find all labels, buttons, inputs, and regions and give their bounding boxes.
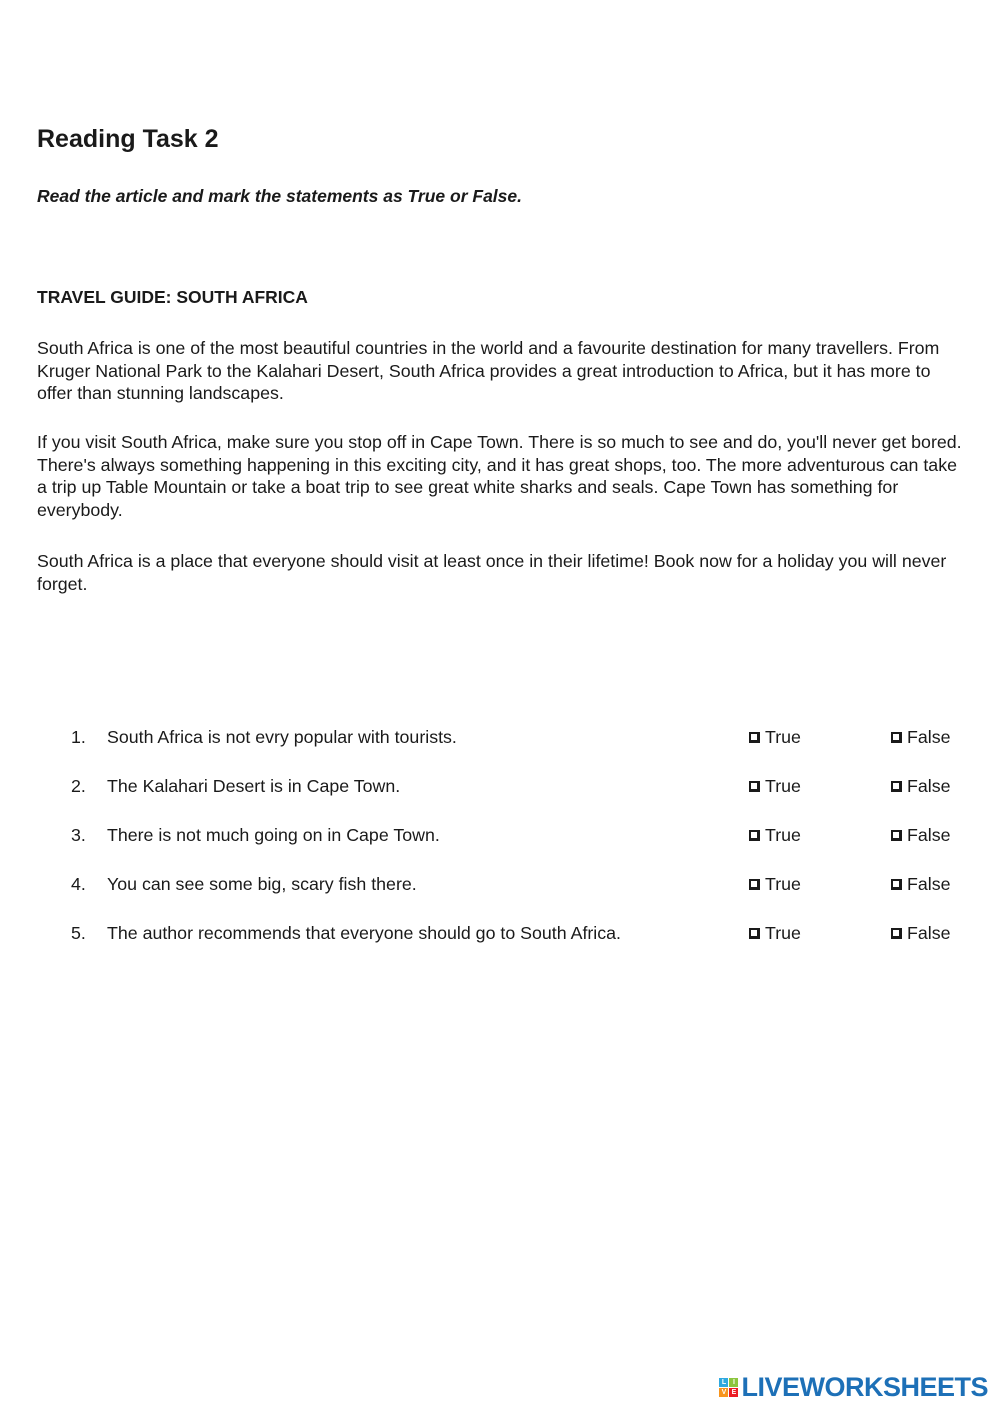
false-label: False (907, 923, 951, 943)
false-option[interactable] (891, 923, 950, 944)
question-row-5 (0, 921, 1000, 970)
checkbox-icon[interactable] (891, 928, 902, 939)
false-label: False (907, 727, 951, 747)
false-label: False (907, 776, 951, 796)
true-label: True (765, 923, 801, 943)
question-number: 5. (71, 923, 86, 943)
question-row-4 (0, 872, 1000, 921)
question-row-3 (0, 823, 1000, 872)
true-option[interactable] (749, 776, 801, 797)
checkbox-icon[interactable] (749, 928, 760, 939)
question-text: South Africa is not evry popular with tourists. (107, 727, 457, 747)
checkbox-icon[interactable] (891, 781, 902, 792)
checkbox-icon[interactable] (891, 879, 902, 890)
false-option[interactable] (891, 727, 950, 748)
question-list (0, 725, 1000, 970)
true-option[interactable] (749, 923, 801, 944)
article-heading: TRAVEL GUIDE: SOUTH AFRICA (37, 287, 308, 307)
checkbox-icon[interactable] (749, 732, 760, 743)
question-text: You can see some big, scary fish there. (107, 874, 417, 894)
false-option[interactable] (891, 776, 950, 797)
question-text: The Kalahari Desert is in Cape Town. (107, 776, 401, 796)
logo-mark-icon: L I V E (719, 1378, 738, 1397)
false-label: False (907, 825, 951, 845)
article-paragraph-2: If you visit South Africa, make sure you stop off in Cape Town. There is so much to see and do, you'll never get bored. There's always something happening in this exciting city, and it has great shops, too. The more adventurous can take a trip up Table Mountain or take a boat trip to see great white sharks and seals. Cape Town has something for everybody. (37, 432, 962, 520)
logo-text: LIVEWORKSHEETS (741, 1372, 988, 1402)
question-number: 2. (71, 776, 86, 796)
true-option[interactable] (749, 825, 801, 846)
false-option[interactable] (891, 874, 950, 895)
instruction-text: Read the article and mark the statements as True or False. (37, 186, 523, 206)
question-number: 1. (71, 727, 86, 747)
question-row-2 (0, 774, 1000, 823)
article-paragraph-1: South Africa is one of the most beautiful countries in the world and a favourite destination for many travellers. From Kruger National Park to the Kalahari Desert, South Africa provides a great introduction to Africa, but it has more to offer than stunning landscapes. (37, 338, 940, 403)
true-option[interactable] (749, 727, 801, 748)
question-row-1 (0, 725, 1000, 774)
true-label: True (765, 825, 801, 845)
false-option[interactable] (891, 825, 950, 846)
true-label: True (765, 874, 801, 894)
question-number: 3. (71, 825, 86, 845)
article-paragraph-3: South Africa is a place that everyone should visit at least once in their lifetime! Book now for a holiday you will never forget. (37, 551, 947, 594)
checkbox-icon[interactable] (891, 732, 902, 743)
checkbox-icon[interactable] (749, 879, 760, 890)
true-label: True (765, 727, 801, 747)
checkbox-icon[interactable] (891, 830, 902, 841)
checkbox-icon[interactable] (749, 781, 760, 792)
true-option[interactable] (749, 874, 801, 895)
question-number: 4. (71, 874, 86, 894)
page-title: Reading Task 2 (37, 125, 219, 153)
question-text: There is not much going on in Cape Town. (107, 825, 440, 845)
checkbox-icon[interactable] (749, 830, 760, 841)
question-text: The author recommends that everyone should go to South Africa. (107, 923, 621, 943)
liveworksheets-logo (719, 1372, 988, 1403)
true-label: True (765, 776, 801, 796)
false-label: False (907, 874, 951, 894)
